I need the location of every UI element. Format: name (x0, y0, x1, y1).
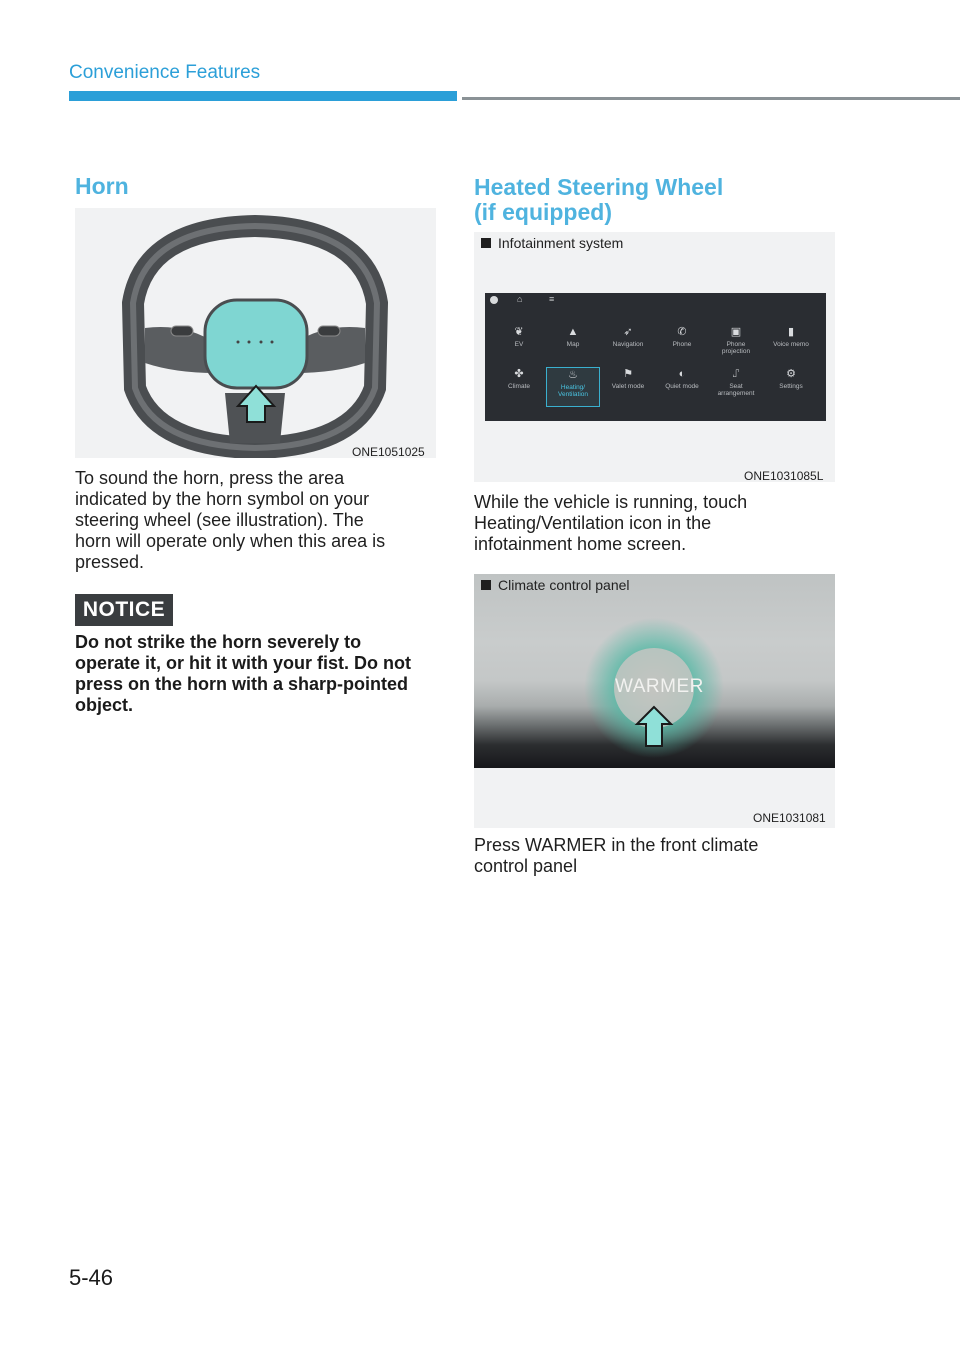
bullet-square-icon (481, 580, 491, 590)
notice-badge: NOTICE (75, 594, 173, 626)
horn-body-text (75, 468, 440, 573)
projection-icon: ▣ (730, 326, 742, 338)
voice-memo-icon: ▮ (787, 326, 795, 338)
notice-line: Do not strike the horn severely to (75, 632, 362, 652)
quiet-icon: ◐ (678, 368, 686, 380)
tile-label: Map (566, 341, 580, 348)
body2-line: Press WARMER in the front climate (474, 835, 759, 855)
infotainment-screen (485, 293, 826, 421)
map-arrow-icon: ▲ (567, 326, 579, 338)
infotainment-caption-text: Infotainment system (498, 235, 624, 251)
notice-line: press on the horn with a sharp-pointed (75, 674, 409, 694)
gear-icon: ⚙ (786, 368, 796, 380)
body1-line: While the vehicle is running, touch (474, 492, 748, 512)
climate-caption (481, 577, 630, 593)
tile-label: Quiet mode (665, 383, 699, 390)
tile-label: Heating/ Ventilation (558, 384, 588, 398)
header-rule-grey (462, 97, 960, 100)
infotainment-caption (481, 235, 623, 251)
tile-label: Climate (507, 383, 531, 390)
phone-icon: ✆ (677, 326, 687, 338)
horn-body-line: To sound the horn, press the area (75, 468, 345, 488)
tile-label: Voice memo (773, 341, 809, 348)
bullet-square-icon (481, 238, 491, 248)
heated-wheel-heading (474, 175, 723, 225)
warmer-button-illustration (474, 574, 835, 768)
seat-icon: ⑀ (732, 368, 740, 380)
seat-heat-icon: ♨ (568, 369, 578, 381)
tile-label: Valet mode (611, 383, 645, 390)
tile-label: Phone (672, 341, 692, 348)
leaf-icon: ❦ (514, 326, 524, 338)
profile-dot-icon (490, 296, 498, 304)
tile-valet-mode[interactable] (601, 367, 655, 407)
heated-wheel-heading-line1: Heated Steering Wheel (474, 174, 724, 200)
tile-label: Navigation (612, 341, 644, 348)
section-title: Convenience Features (69, 62, 261, 83)
climate-caption-text: Climate control panel (498, 577, 630, 593)
menu-icon: ≡ (549, 294, 555, 304)
tile-map[interactable] (546, 325, 600, 365)
tile-label: Settings (779, 383, 803, 390)
tile-voice-memo[interactable] (764, 325, 818, 365)
tile-navigation[interactable] (601, 325, 655, 365)
tile-label: EV (514, 341, 524, 348)
tile-climate[interactable] (492, 367, 546, 407)
tile-label: Seat arrangement (717, 383, 755, 397)
notice-line: operate it, or hit it with your fist. Do not (75, 653, 411, 673)
steering-wheel-figure (75, 208, 436, 458)
body1-line: Heating/Ventilation icon in the (474, 513, 712, 533)
body2-line: control panel (474, 856, 578, 876)
horn-body-line: pressed. (75, 552, 145, 572)
warmer-label: WARMER (615, 676, 704, 697)
tile-heating-ventilation[interactable] (546, 367, 600, 407)
notice-line: object. (75, 695, 134, 715)
heated-wheel-body-2 (474, 835, 839, 877)
heated-wheel-heading-line2: (if equipped) (474, 199, 612, 225)
valet-icon: ⚑ (623, 368, 633, 380)
horn-body-line: steering wheel (see illustration). The (75, 510, 364, 530)
fan-icon: ✤ (514, 368, 524, 380)
tile-label: Phone projection (721, 341, 751, 355)
climate-panel-figure (474, 574, 835, 768)
horn-body-line: indicated by the horn symbol on your (75, 489, 370, 509)
notice-text (75, 632, 440, 716)
tile-phone-projection[interactable] (709, 325, 763, 365)
screen-status-bar (485, 293, 826, 307)
header-rule-accent (69, 91, 457, 101)
climate-figure-code: ONE1031081 (753, 811, 826, 825)
page-number: 5-46 (69, 1265, 114, 1290)
steering-wheel-illustration (75, 208, 436, 458)
horn-heading: Horn (75, 173, 129, 199)
compass-icon: ➶ (623, 326, 633, 338)
tile-settings[interactable] (764, 367, 818, 407)
heated-wheel-body-1 (474, 492, 839, 555)
horn-body-line: horn will operate only when this area is (75, 531, 386, 551)
infotainment-figure-code: ONE1031085L (744, 469, 824, 483)
body1-line: infotainment home screen. (474, 534, 687, 554)
tile-seat-arrangement[interactable] (709, 367, 763, 407)
horn-figure-code: ONE1051025 (352, 445, 425, 459)
home-icon: ⌂ (517, 294, 523, 304)
tile-quiet-mode[interactable] (655, 367, 709, 407)
tile-phone[interactable] (655, 325, 709, 365)
tile-ev[interactable] (492, 325, 546, 365)
